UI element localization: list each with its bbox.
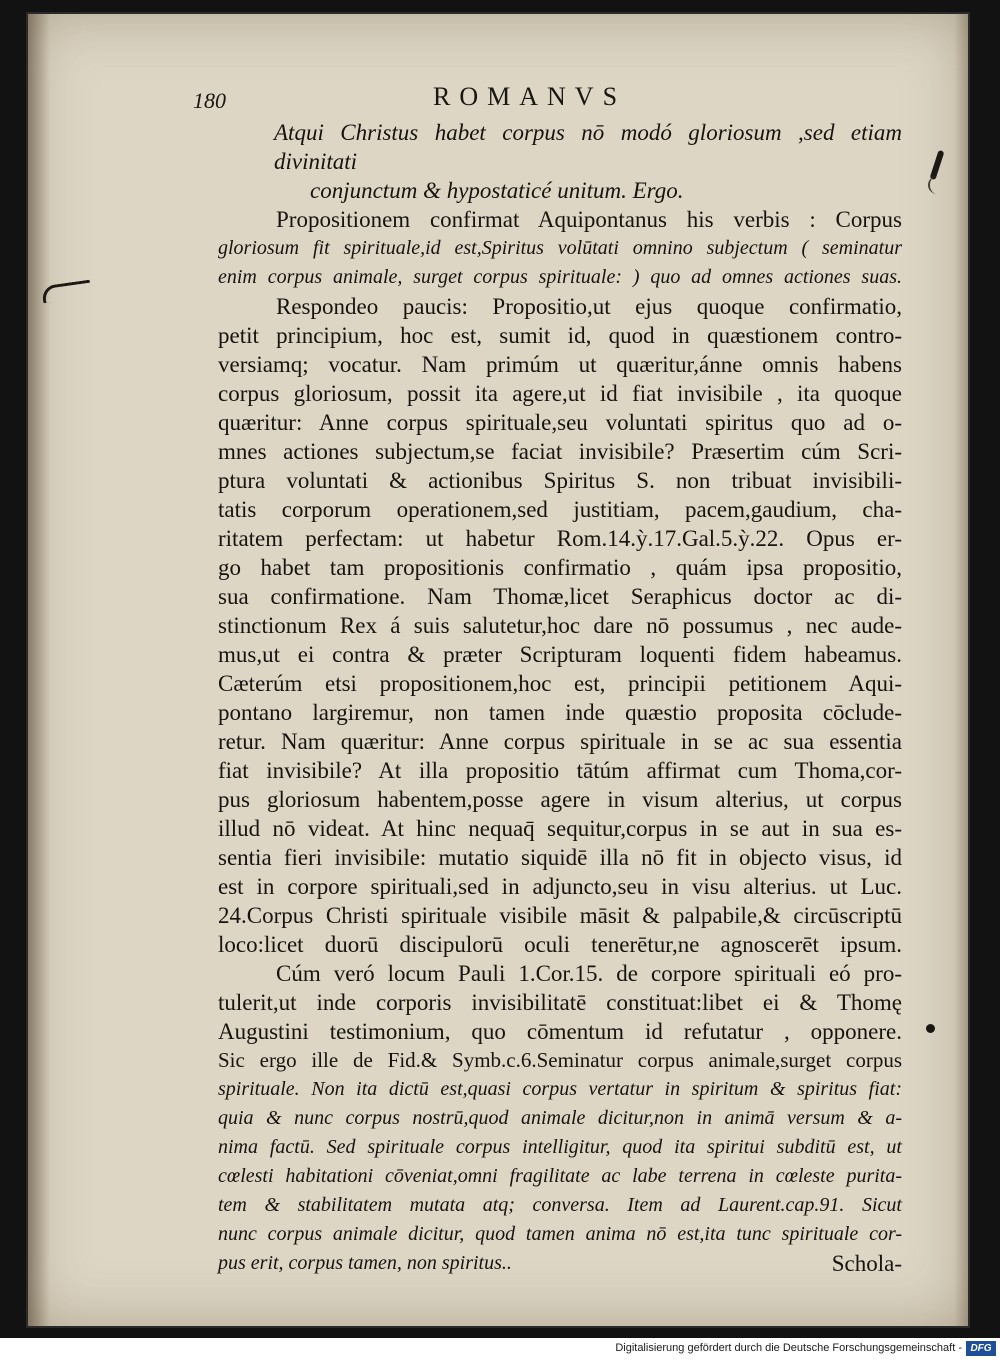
- text-line: Cæterúm etsi propositionem,hoc est, principii petitionem Aqui-: [218, 671, 902, 696]
- text-line: mnes actiones subjectum,se faciat invisibile? Præsertim cúm Scri-: [218, 439, 902, 464]
- text-line: illud nō videat. At hinc nequaq̄ sequitur,corpus in se aut in sua es-: [218, 816, 902, 841]
- text-line: Cúm veró locum Pauli 1.Cor.15. de corpore spirituali eó pro-: [276, 961, 902, 986]
- text-line: quæritur: Anne corpus spirituale,seu voluntati spiritus quo ad o-: [218, 410, 902, 435]
- text-line: Atqui Christus habet corpus nō modó gloriosum ,sed etiam divinitati: [274, 120, 902, 174]
- page-header: [193, 82, 883, 122]
- text-line: enim corpus animale, surget corpus spirituale: ) quo ad omnes actiones suas.: [218, 266, 902, 288]
- text-line: nunc corpus animale dicitur, quod tamen anima nō est,ita tunc spirituale cor-: [218, 1223, 902, 1245]
- body-text: [218, 118, 902, 1278]
- text-line: petit principium, hoc est, sumit id, quod in quæstionem contro-: [218, 323, 902, 348]
- text-line: conjunctum & hypostaticé unitum. Ergo.: [310, 178, 684, 203]
- text-line: cœlesti habitationi cōveniat,omni fragilitate ac labe terrena in cœleste purita-: [218, 1165, 902, 1187]
- text-line: gloriosum fit spirituale,id est,Spiritus volūtati omnino subjectum ( seminatur: [218, 237, 902, 259]
- text-line: stinctionum Rex á suis salutetur,hoc dare nō possumus , nec aude-: [218, 613, 902, 638]
- page-edge-shading: [28, 14, 50, 1326]
- page-number: 180: [193, 88, 226, 113]
- ink-blot: [926, 1024, 935, 1033]
- text-line: ritatem perfectam: ut habetur Rom.14.ỳ.17.Gal.5.ỳ.22. Opus er-: [218, 526, 902, 551]
- funding-credit: Digitalisierung gefördert durch die Deutsche Forschungsgemeinschaft -: [615, 1342, 962, 1354]
- text-line: spirituale. Non ita dictū est,quasi corpus vertatur in spiritum & spiritus fiat:: [218, 1078, 902, 1100]
- text-line: Propositionem confirmat Aquipontanus his verbis : Corpus: [276, 207, 902, 232]
- text-line: tatis corporum operationem,sed justitiam, pacem,gaudium, cha-: [218, 497, 902, 522]
- text-line: tem & stabilitatem mutata atq; conversa. Item ad Laurent.cap.91. Sicut: [218, 1194, 902, 1216]
- text-line: sua confirmatione. Nam Thomæ,licet Seraphicus doctor ac di-: [218, 584, 902, 609]
- text-line: mus,ut ei contra & præter Scripturam loquenti fidem habeamus.: [218, 642, 902, 667]
- text-line: Respondeo paucis: Propositio,ut ejus quoque confirmatio,: [276, 294, 902, 319]
- text-line: est in corpore spirituali,sed in adjuncto,seu in visu alterius. ut Luc.: [218, 874, 902, 899]
- text-line: versiamq; vocatur. Nam primúm ut quæritur,ánne omnis habens: [218, 352, 902, 377]
- text-line: retur. Nam quæritur: Anne corpus spirituale in se ac sua essentia: [218, 729, 902, 754]
- text-line: Augustini testimonium, quo cōmentum id refutatur , opponere.: [218, 1019, 902, 1044]
- text-line: corpus gloriosum, possit ita agere,ut id fiat invisibile , ita quoque: [218, 381, 902, 406]
- text-line: 24.Corpus Christi spirituale visibile māsit & palpabile,& circūscriptū: [218, 903, 902, 928]
- text-line: pus erit, corpus tamen, non spiritus..: [218, 1252, 512, 1274]
- text-line: go habet tam propositionis confirmatio , quám ipsa propositio,: [218, 555, 902, 580]
- text-line: pus gloriosum habentem,posse agere in visum alterius, ut corpus: [218, 787, 902, 812]
- dfg-logo: DFG: [966, 1341, 996, 1356]
- margin-ink-curve: [928, 176, 940, 194]
- page-edge-shading-right: [954, 14, 968, 1326]
- catchword: Schola-: [831, 1251, 902, 1276]
- digitization-footer: [0, 1338, 1000, 1360]
- text-line: ptura voluntati & actionibus Spiritus S. non tribuat invisibili-: [218, 468, 902, 493]
- text-line: nima factū. Sed spirituale corpus intelligitur, quod ita spiritui subditū est, ut: [218, 1136, 902, 1158]
- text-line: tulerit,ut inde corporis invisibilitatē constituat:libet ei & Thomę: [218, 990, 902, 1015]
- running-head: ROMANVS: [433, 82, 627, 111]
- text-line: sentia fieri invisibile: mutatio siquidē illa nō fit in objecto visus, id: [218, 845, 902, 870]
- text-line: loco:licet duorū discipulorū oculi tenerētur,ne agnoscerēt ipsum.: [218, 932, 902, 957]
- text-line: quia & nunc corpus nostrū,quod animale dicitur,non in animā versum & a-: [218, 1107, 902, 1129]
- text-line: Sic ergo ille de Fid.& Symb.c.6.Seminatur corpus animale,surget corpus: [218, 1048, 902, 1072]
- text-line: pontano largiremur, non tamen inde quæstio proposita cōclude-: [218, 700, 902, 725]
- text-line: fiat invisibile? At illa propositio tātúm affirmat cum Thoma,cor-: [218, 758, 902, 783]
